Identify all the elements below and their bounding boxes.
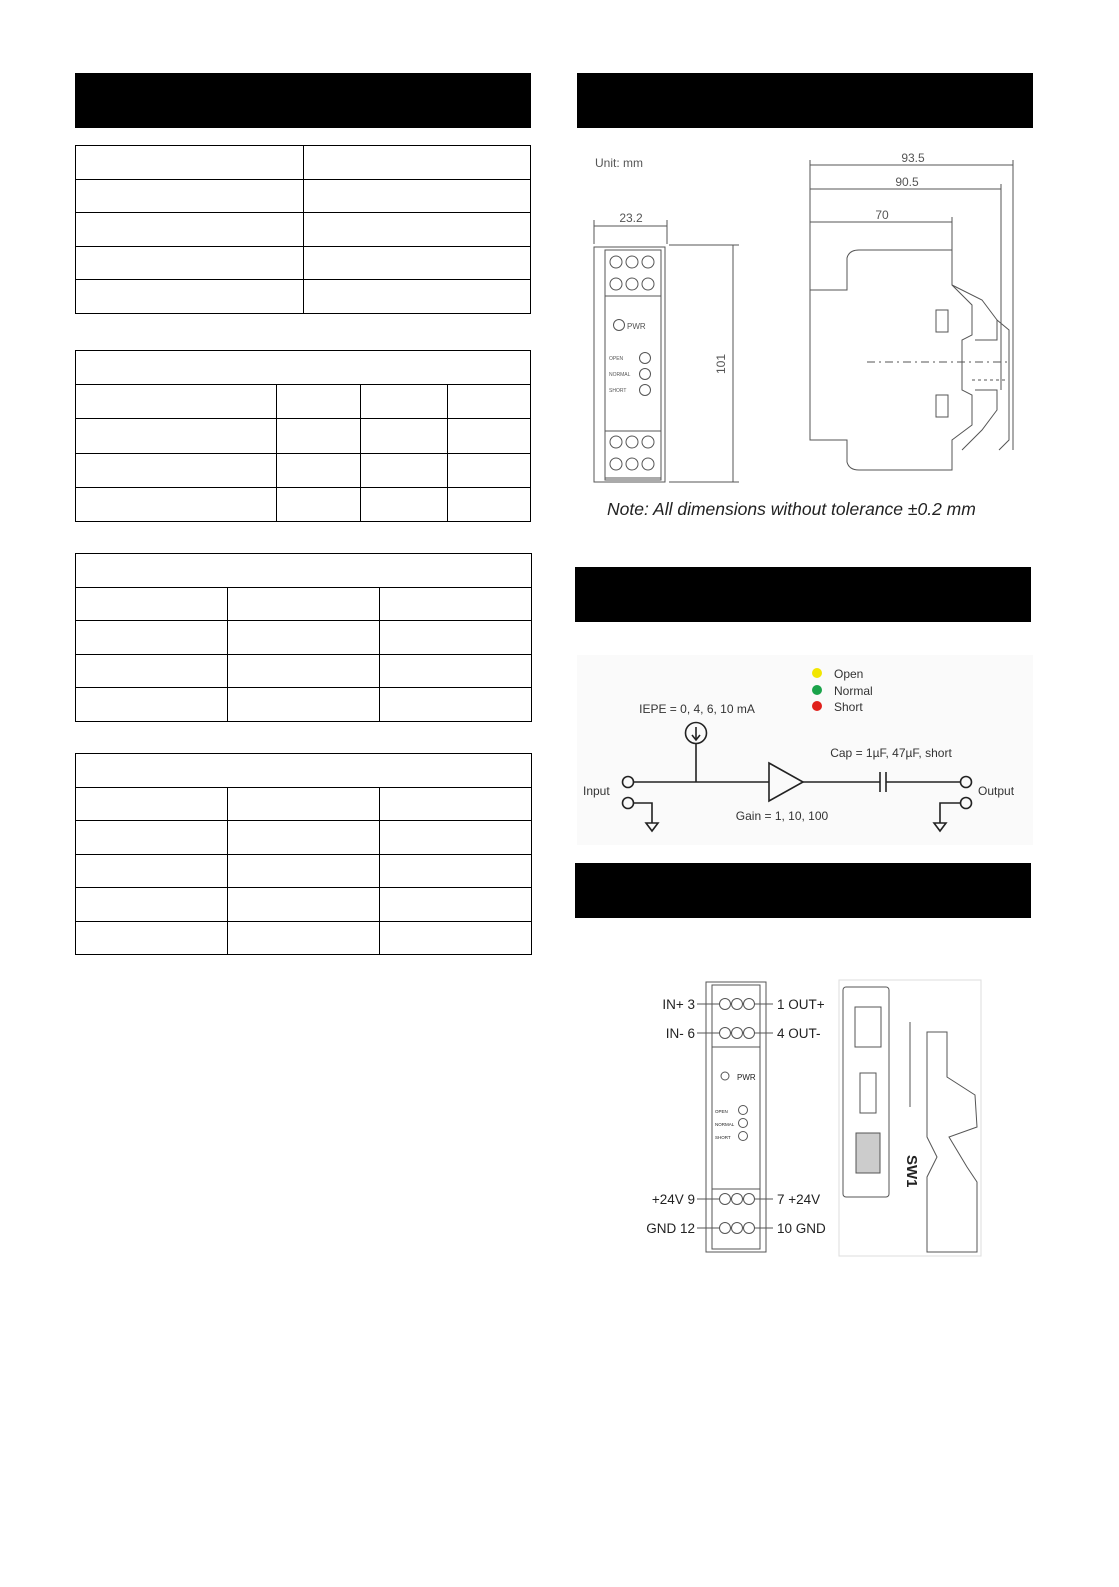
front-led-label: SHORT bbox=[609, 388, 627, 394]
wiring-led-label: SHORT bbox=[715, 1135, 731, 1140]
depth-total-label: 93.5 bbox=[901, 151, 925, 165]
height-dim-label: 101 bbox=[714, 353, 728, 375]
left-header-bar bbox=[75, 73, 531, 128]
side-view-panel bbox=[839, 980, 981, 1256]
terminal-label-in-minus: IN- 6 bbox=[665, 1026, 695, 1041]
gain-label: Gain = 1, 10, 100 bbox=[735, 809, 829, 823]
dip-switch-icon bbox=[856, 1133, 880, 1173]
side-view-body bbox=[810, 222, 972, 470]
cap-label: Cap = 1µF, 47µF, short bbox=[830, 746, 952, 760]
spec-table-3 bbox=[75, 553, 532, 722]
legend-open-label: Open bbox=[834, 667, 864, 681]
spec-table-2 bbox=[75, 350, 531, 522]
legend-normal-label: Normal bbox=[834, 684, 873, 698]
unit-label: Unit: mm bbox=[595, 156, 643, 170]
depth-inner-label: 70 bbox=[875, 208, 889, 222]
spec-table-1 bbox=[75, 145, 531, 314]
output-label: Output bbox=[978, 784, 1015, 798]
module-front-body bbox=[706, 982, 766, 1252]
terminal-label-gnd-right: 10 GND bbox=[777, 1221, 826, 1236]
front-led-label: OPEN bbox=[609, 356, 624, 362]
terminal-label-gnd-left: GND 12 bbox=[646, 1221, 695, 1236]
depth-mid-label: 90.5 bbox=[895, 175, 919, 189]
tolerance-note: Note: All dimensions without tolerance ±0.2 mm bbox=[607, 499, 976, 519]
legend-normal-dot bbox=[812, 685, 822, 695]
front-pwr-label: PWR bbox=[627, 322, 646, 331]
pwr-led-icon bbox=[721, 1072, 729, 1080]
dimension-drawing bbox=[577, 140, 1033, 530]
switch-label: SW1 bbox=[903, 1155, 920, 1188]
wiring-led-label: OPEN bbox=[715, 1109, 728, 1114]
wiring-pwr-label: PWR bbox=[737, 1073, 756, 1082]
wiring-diagram bbox=[627, 977, 983, 1257]
terminal-label-out-minus: 4 OUT- bbox=[777, 1026, 821, 1041]
front-led-label: NORMAL bbox=[609, 372, 631, 378]
wiring-header-bar bbox=[575, 863, 1031, 918]
terminal-label-out-plus: 1 OUT+ bbox=[777, 997, 825, 1012]
dimensions-header-bar bbox=[577, 73, 1033, 128]
legend-open-dot bbox=[812, 668, 822, 678]
width-dim-label: 23.2 bbox=[619, 211, 643, 225]
wiring-led-label: NORMAL bbox=[715, 1122, 735, 1127]
terminal-label-24v-left: +24V 9 bbox=[651, 1192, 695, 1207]
legend-short-label: Short bbox=[834, 700, 863, 714]
block-diagram-header-bar bbox=[575, 567, 1031, 622]
terminal-label-24v-right: 7 +24V bbox=[777, 1192, 821, 1207]
terminal-label-in-plus: IN+ 3 bbox=[662, 997, 695, 1012]
legend-short-dot bbox=[812, 701, 822, 711]
input-label: Input bbox=[583, 784, 610, 798]
iepe-label: IEPE = 0, 4, 6, 10 mA bbox=[639, 702, 755, 716]
block-diagram bbox=[577, 655, 1033, 845]
spec-table-4 bbox=[75, 753, 532, 955]
